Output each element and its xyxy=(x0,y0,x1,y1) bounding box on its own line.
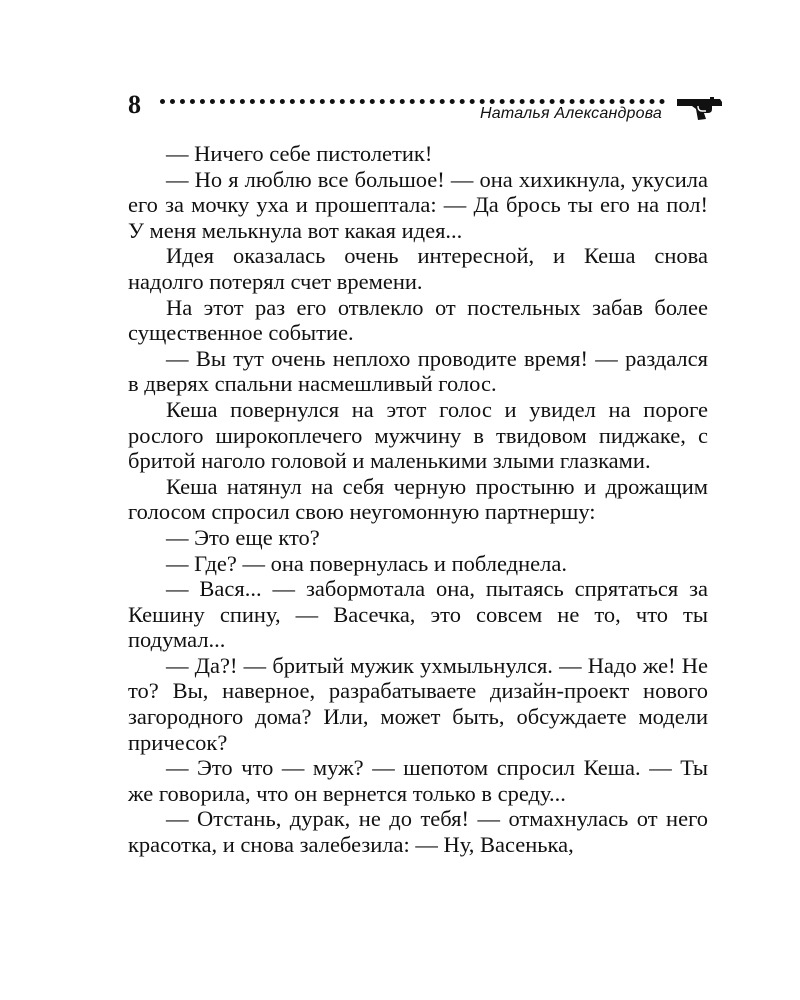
body-text xyxy=(128,141,708,858)
pistol-icon xyxy=(676,95,724,121)
paragraph: — Ничего себе пистолетик! xyxy=(166,141,433,166)
paragraph: — Это что — муж? — шепотом спросил Кеша. — Ты же говорила, что он вернется только в среду... xyxy=(128,755,708,806)
paragraph: — Да?! — бритый мужик ухмыльнулся. — Надо же! Не то? Вы, наверное, разрабатываете дизайн-проект нового загородного дома? Или, может быть, обсуждаете модели причесок? xyxy=(128,652,708,755)
paragraph: — Вася... — забормотала она, пытаясь спрятаться за Кешину спину, — Васечка, это совсем не то, что ты подумал... xyxy=(128,576,708,653)
paragraph: — Это еще кто? xyxy=(166,524,320,550)
paragraph: — Но я люблю все большое! — она хихикнула, укусила его за мочку уха и прошептала: — Да брось ты его на пол! У меня мелькнула вот какая идея... xyxy=(128,166,708,243)
running-head-author: Наталья Александрова xyxy=(480,105,662,122)
paragraph: — Вы тут очень неплохо проводите время! — раздался в дверях спальни насмешливый голос. xyxy=(128,345,708,397)
page-number: 8 xyxy=(128,90,141,119)
paragraph: Кеша повернулся на этот голос и увидел на пороге рослого широкоплечего мужчину в твидовом пиджаке, с бритой наголо головой и маленькими злыми глазками. xyxy=(128,396,708,474)
paragraph: На этот раз его отвлекло от постельных забав более существенное событие. xyxy=(128,294,708,346)
paragraph: — Отстань, дурак, не до тебя! — отмахнулась от него красотка, и снова залебезила: — Ну, Васенька, xyxy=(128,806,708,858)
paragraph: Идея оказалась очень интересной, и Кеша снова надолго потерял счет времени. xyxy=(128,243,708,294)
paragraph: — Где? — она повернулась и побледнела. xyxy=(166,550,568,576)
paragraph: Кеша натянул на себя черную простыню и дрожащим голосом спросил свою неугомонную партнершу: xyxy=(128,473,708,525)
